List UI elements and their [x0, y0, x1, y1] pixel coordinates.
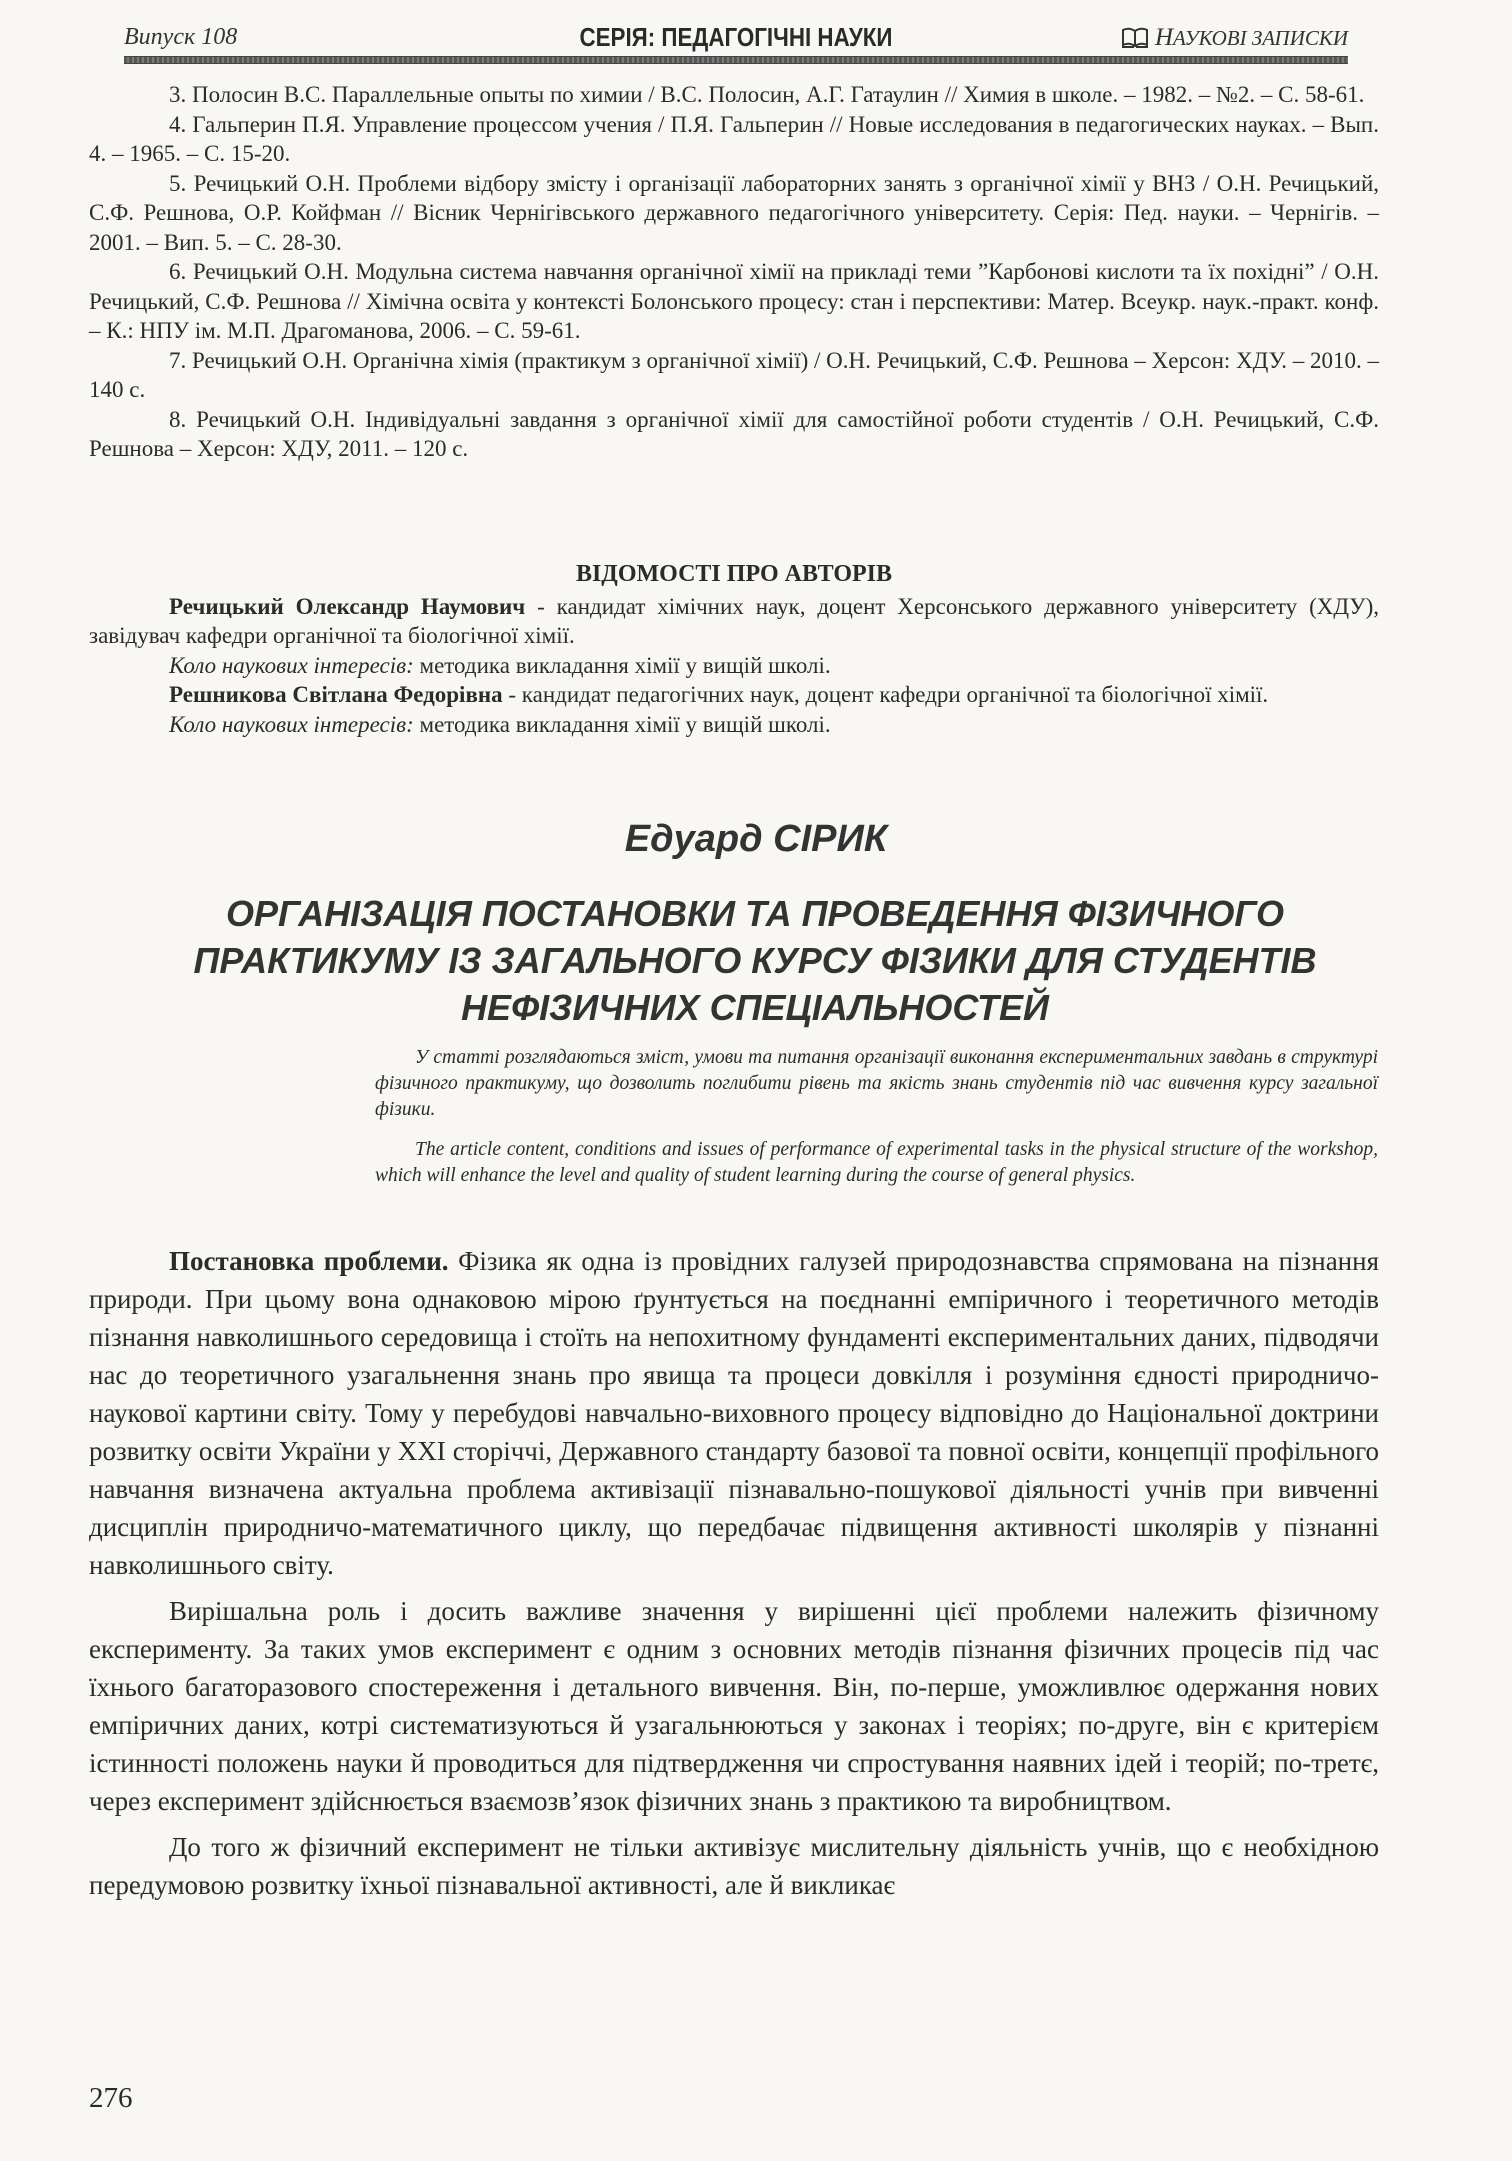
abstract-english: The article content, conditions and issues of performance of experimental tasks in the physical structure of the workshop, which will enhance the level and quality of student learning during the course of general physics. — [375, 1139, 1378, 1186]
reference-item: 5. Речицький О.Н. Проблеми відбору змісту і організації лабораторних занять з органічної хімії у ВНЗ / О.Н. Речицький, С.Ф. Решнова, О.Р. Койфман // Вісник Чернігівського державного педагогічного університету. Серія: Пед. науки. – Чернігів. – 2001. – Вип. 5. – С. 28-30. — [89, 170, 1379, 255]
reference-item: 6. Речицький О.Н. Модульна система навчання органічної хімії на прикладі теми ”Карбонові кислоти та їх похідні” / О.Н. Речицький, С.Ф. Решнова // Хімічна освіта у контексті Болонського процесу: стан і перспективи: Матер. Всеукр. наук.-практ. конф. – К.: НПУ ім. М.П. Драгоманова, 2006. – С. 59-61. — [89, 259, 1379, 343]
journal-name-initial: Н — [1154, 24, 1174, 51]
author-interests — [89, 651, 1379, 681]
paragraph-text: Фізика як одна із провідних галузей природознавства спрямована на пізнання природи. При цьому вона однаковою мірою ґрунтується на поєднанні емпіричного і теоретичного методів пізнання навколишнього середовища і стоїть на непохитному фундаменті експериментальних даних, підводячи нас до теоретичного узагальнення знань про явища та процеси довкілля і розуміння єдності природничо-наукової картини світу. Тому у перебудові навчально-виховного процесу відповідно до Національної доктрини розвитку освіти України у XXI сторіччі, Державного стандарту базової та повної освіти, концепції профільного навчання визначена актуальна проблема активізації пізнавально-пошукової діяльності учнів при вивченні дисциплін природничо-математичного циклу, що передбачає підвищення активності школярів у пізнанні навколишнього світу. — [89, 1246, 1380, 1580]
author-interests — [89, 710, 1379, 740]
author-entry — [89, 680, 1379, 710]
author-name: Решникова Світлана Федорівна — [169, 682, 503, 707]
authors-info-title: ВІДОМОСТІ ПРО АВТОРІВ — [575, 561, 893, 587]
reference-item: 4. Гальперин П.Я. Управление процессом учения / П.Я. Гальперин // Новые исследования в педагогических науках. – Вып. 4. – 1965. – С. 15-20. — [89, 111, 1379, 166]
issue-number: Випуск 108 — [124, 24, 238, 50]
abstract — [375, 1045, 1378, 1189]
article-title: ОРГАНІЗАЦІЯ ПОСТАНОВКИ ТА ПРОВЕДЕННЯ ФІЗИЧНОГО ПРАКТИКУМУ ІЗ ЗАГАЛЬНОГО КУРСУ ФІЗИКИ ДЛЯ СТУДЕНТІВ НЕФІЗИЧНИХ СПЕЦІАЛЬНОСТЕЙ — [193, 893, 1317, 1028]
author-description: - кандидат педагогічних наук, доцент кафедри органічної та біологічної хімії. — [502, 682, 1269, 707]
author-name: Речицький Олександр Наумович — [169, 593, 526, 619]
journal-name-rest: АУКОВІ ЗАПИСКИ — [1173, 26, 1348, 50]
abstract-ukrainian: У статті розглядаються зміст, умови та питання організації виконання експериментальних завдань в структурі фізичного практикуму, що дозволить поглибити рівень та якість знань студентів під час вивчення курсу загальної фізики. — [375, 1047, 1378, 1120]
journal-name — [1121, 24, 1348, 52]
reference-list — [89, 80, 1379, 464]
interests-text: методика викладання хімії у вищій школі. — [413, 652, 831, 678]
interests-label: Коло наукових інтересів: — [169, 652, 414, 678]
authors-info — [89, 560, 1379, 739]
interests-text: методика викладання хімії у вищій школі. — [413, 711, 831, 737]
header-rule — [124, 56, 1348, 64]
page-number: 276 — [89, 2082, 133, 2114]
body-paragraph: Вирішальна роль і досить важливе значення у вирішенні цієї проблеми належить фізичному експерименту. За таких умов експеримент є одним з основних методів пізнання фізичних процесів під час їхнього багаторазового спостереження і детального вивчення. Він, по-перше, уможливлює одержання нових емпіричних даних, котрі систематизуються й узагальнюються у законах і теоріях; по-друге, він є критерієм істинності положень науки й проводиться для підтвердження чи спростування наявних ідей і теорій; по-третє, через експеримент здійснюється взаємозв’язок фізичних знань з практикою та виробництвом. — [89, 1596, 1379, 1816]
interests-label: Коло наукових інтересів: — [169, 711, 414, 737]
author-entry — [89, 592, 1379, 651]
section-heading: Постановка проблеми. — [169, 1246, 449, 1276]
series-title: СЕРІЯ: ПЕДАГОГІЧНІ НАУКИ — [579, 22, 893, 52]
author-description: - кандидат хімічних наук, доцент Херсонського державного університету (ХДУ), завідувач кафедри органічної та біологічної хімії. — [89, 593, 1379, 648]
article-author: Едуард СІРИК — [624, 818, 888, 860]
reference-item: 7. Речицький О.Н. Органічна хімія (практикум з органічної хімії) / О.Н. Речицький, С.Ф. Решнова – Херсон: ХДУ. – 2010. – 140 с. — [89, 347, 1379, 402]
article-body — [89, 1242, 1379, 1904]
reference-item: 3. Полосин В.С. Параллельные опыты по химии / В.С. Полосин, А.Г. Гатаулин // Химия в школе. – 1982. – №2. – С. 58-61. — [169, 82, 1365, 107]
open-book-icon — [1121, 27, 1149, 49]
body-paragraph — [89, 1242, 1379, 1584]
reference-item: 8. Речицький О.Н. Індивідуальні завдання з органічної хімії для самостійної роботи студентів / О.Н. Речицький, С.Ф. Решнова – Херсон: ХДУ, 2011. – 120 с. — [89, 406, 1379, 461]
body-paragraph: До того ж фізичний експеримент не тільки активізує мислительну діяльність учнів, що є необхідною передумовою розвитку їхньої пізнавальної активності, але й викликає — [89, 1832, 1379, 1900]
